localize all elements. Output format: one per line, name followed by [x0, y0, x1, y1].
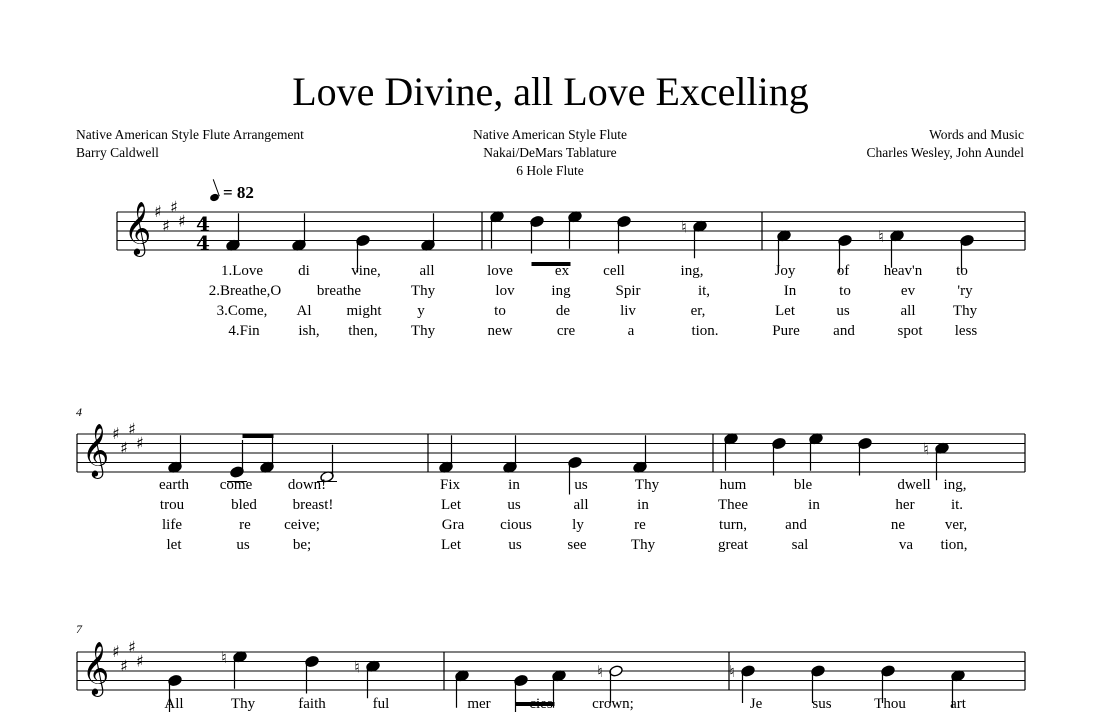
lyric-syllable: sus [812, 696, 832, 712]
natural-icon: ♮ [729, 662, 735, 681]
lyric-syllable: less [954, 323, 978, 339]
lyric-syllable: tion, [940, 537, 968, 553]
time-signature-top: 4 [196, 212, 210, 236]
lyric-syllable: come [219, 477, 253, 493]
sharp-icon: ♯ [170, 197, 178, 217]
lyric-syllable: let [166, 537, 182, 553]
lyric-syllable: re [239, 517, 251, 533]
treble-clef-icon: 𝄞 [82, 640, 110, 695]
lyric-syllable: art [950, 696, 966, 712]
lyric-syllable: va [898, 537, 914, 553]
lyric-syllable: it, [697, 283, 711, 299]
lyric-syllable: ish, [298, 323, 320, 339]
composer-names: Charles Wesley, John Aundel [866, 145, 1024, 160]
lyric-syllable: us [508, 537, 522, 553]
lyric-syllable: ly [572, 517, 584, 533]
lyric-syllable: ble [793, 477, 813, 493]
lyric-syllable: ing [551, 283, 571, 299]
lyric-syllable: cell [603, 263, 625, 279]
beam [243, 434, 274, 438]
words-music-label: Words and Music [929, 127, 1024, 142]
lyric-syllable: then, [348, 323, 378, 339]
lyric-syllable: y [417, 303, 425, 319]
lyric-syllable: re [634, 517, 646, 533]
lyric-syllable: to [956, 263, 968, 279]
lyric-syllable: crown; [592, 696, 634, 712]
lyric-syllable: 4.Fin [228, 323, 260, 339]
lyric-syllable: of [836, 263, 850, 279]
sharp-icon: ♯ [128, 419, 136, 439]
lyric-syllable: us [836, 303, 850, 319]
lyric-syllable: all [900, 303, 916, 319]
time-signature-bottom: 4 [196, 231, 210, 255]
lyric-syllable: us [236, 537, 250, 553]
lyric-syllable: sal [791, 537, 809, 553]
lyric-syllable: it. [950, 497, 964, 513]
natural-icon: ♮ [221, 647, 227, 667]
lyric-syllable: cies [529, 696, 553, 712]
sharp-icon: ♯ [128, 637, 136, 657]
lyric-syllable: Let [775, 303, 795, 319]
lyric-syllable: all [419, 263, 435, 279]
natural-icon: ♮ [354, 657, 360, 677]
lyric-syllable: cre [556, 323, 576, 339]
lyric-syllable: turn, [719, 517, 747, 533]
arrangement-label: Native American Style Flute Arrangement [76, 127, 304, 142]
lyric-syllable: dwell [897, 477, 931, 493]
lyric-syllable: to [494, 303, 506, 319]
lyric-syllable: and [833, 323, 855, 339]
lyric-syllable: All [164, 696, 184, 712]
lyric-syllable: down! [287, 477, 327, 493]
flute-type-label: 6 Hole Flute [516, 163, 584, 178]
treble-clef-icon: 𝄞 [124, 200, 152, 255]
lyric-syllable: faith [298, 696, 326, 712]
lyric-syllable: ing, [943, 477, 967, 493]
lyric-syllable: breathe [316, 283, 362, 299]
sharp-icon: ♯ [162, 216, 170, 236]
lyric-syllable: ev [900, 283, 916, 299]
lyric-syllable: great [718, 537, 748, 553]
arranger-name: Barry Caldwell [76, 145, 159, 160]
lyric-syllable: Joy [774, 263, 796, 279]
lyric-syllable: Let [441, 537, 461, 553]
sharp-icon: ♯ [120, 438, 128, 458]
sharp-icon: ♯ [178, 211, 186, 231]
measure-number: 4 [76, 405, 82, 419]
lyric-syllable: Thee [718, 497, 748, 513]
lyric-syllable: Thy [634, 477, 660, 493]
sharp-icon: ♯ [112, 642, 120, 661]
lyric-syllable: liv [620, 303, 636, 319]
lyric-syllable: Let [441, 497, 461, 513]
lyric-syllable: us [507, 497, 521, 513]
lyric-syllable: ne [890, 517, 906, 533]
lyric-syllable: Gra [441, 517, 465, 533]
lyric-syllable: Pure [772, 323, 800, 339]
natural-icon: ♮ [597, 662, 603, 681]
lyric-syllable: breast! [292, 497, 334, 513]
lyric-syllable: In [783, 283, 797, 299]
lyric-syllable: 'ry [957, 283, 973, 299]
sharp-icon: ♯ [112, 424, 120, 443]
lyric-syllable: Al [296, 303, 312, 319]
lyric-syllable: life [162, 517, 182, 533]
lyric-syllable: ceive; [284, 517, 320, 533]
lyric-syllable: ful [372, 696, 390, 712]
natural-icon: ♮ [878, 226, 884, 246]
lyric-syllable: tion. [691, 323, 719, 339]
natural-icon: ♮ [923, 439, 929, 459]
lyric-syllable: trou [159, 497, 185, 513]
tablature-label: Nakai/DeMars Tablature [483, 145, 617, 160]
lyric-syllable: all [573, 497, 589, 513]
lyric-syllable: 3.Come, [216, 303, 268, 319]
lyric-syllable: in [808, 497, 820, 513]
lyric-syllable: see [567, 537, 587, 553]
lyric-syllable: love [487, 263, 513, 279]
lyric-syllable: Thy [410, 283, 436, 299]
lyric-syllable: de [555, 303, 571, 319]
lyric-syllable: and [785, 517, 807, 533]
lyric-syllable: Thou [874, 696, 906, 712]
lyric-syllable: Je [749, 696, 763, 712]
lyric-syllable: Thy [952, 303, 978, 319]
lyric-syllable: her [895, 497, 915, 513]
lyric-syllable: Fix [439, 477, 461, 493]
lyric-syllable: ing, [680, 263, 704, 279]
lyric-syllable: in [508, 477, 520, 493]
lyric-syllable: lov [495, 283, 515, 299]
lyric-syllable: 1.Love [220, 263, 264, 279]
lyric-syllable: heav'n [883, 263, 923, 279]
lyric-syllable: to [839, 283, 851, 299]
piece-title: Love Divine, all Love Excelling [292, 69, 809, 114]
lyric-syllable: us [574, 477, 588, 493]
lyric-syllable: in [637, 497, 649, 513]
tempo-value: = 82 [223, 183, 254, 202]
lyric-syllable: di [298, 263, 310, 279]
treble-clef-icon: 𝄞 [82, 422, 110, 477]
lyric-syllable: might [346, 303, 382, 319]
lyric-syllable: hum [719, 477, 747, 493]
lyric-syllable: Thy [630, 537, 656, 553]
lyric-syllable: ver, [944, 517, 968, 533]
lyric-syllable: vine, [351, 263, 381, 279]
sharp-icon: ♯ [154, 202, 162, 221]
lyric-syllable: Thy [230, 696, 256, 712]
lyric-syllable: cious [500, 517, 532, 533]
lyric-syllable: mer [467, 696, 491, 712]
lyric-syllable: ex [554, 263, 570, 279]
sharp-icon: ♯ [136, 433, 144, 453]
instrument-label: Native American Style Flute [472, 127, 628, 142]
lyric-syllable: be; [292, 537, 312, 553]
measure-number: 7 [76, 622, 82, 636]
natural-icon: ♮ [681, 217, 687, 237]
lyric-syllable: a [627, 323, 635, 339]
sharp-icon: ♯ [136, 651, 144, 671]
lyric-syllable: earth [159, 477, 189, 493]
lyric-syllable: Spir [615, 283, 641, 299]
lyric-syllable: bled [231, 497, 257, 513]
lyric-syllable: new [487, 323, 513, 339]
sharp-icon: ♯ [120, 656, 128, 676]
lyric-syllable: spot [897, 323, 923, 339]
lyric-syllable: er, [690, 303, 706, 319]
lyric-syllable: Thy [410, 323, 436, 339]
lyric-syllable: 2.Breathe,O [208, 283, 282, 299]
